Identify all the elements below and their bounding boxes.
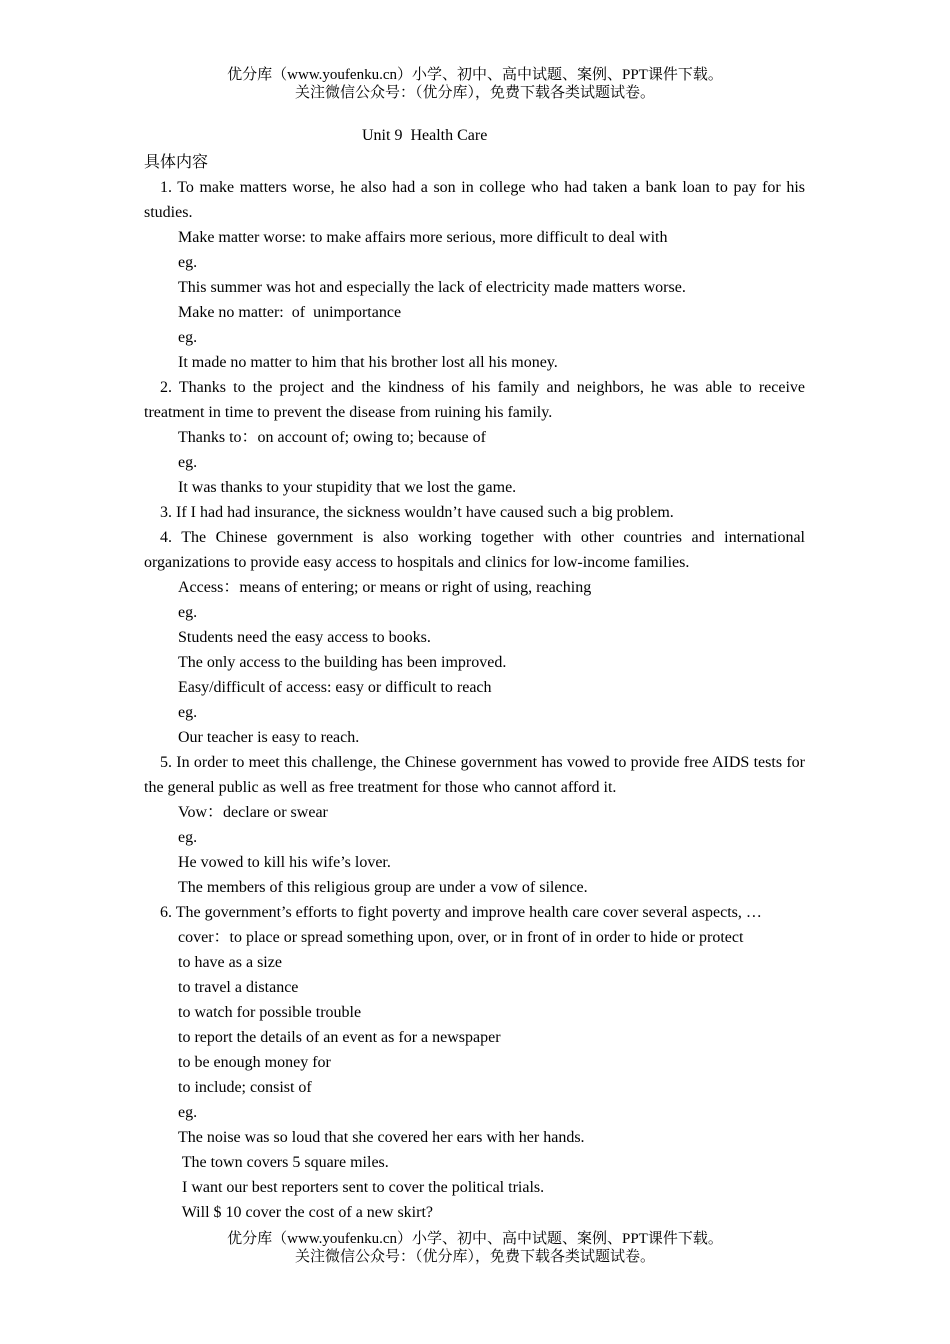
item-6: 6. The government’s efforts to fight poverty and improve health care cover several aspects, … [160, 904, 762, 921]
example-sentence: The noise was so loud that she covered her ears with her hands. [178, 1129, 585, 1146]
eg-label: eg. [178, 454, 198, 471]
definition: to include; consist of [178, 1079, 312, 1096]
header-line-1: 优分库（www.youfenku.cn）小学、初中、高中试题、案例、PPT课件下载。 [227, 67, 723, 83]
page-footer [0, 1230, 950, 1266]
example-sentence: It made no matter to him that his brother lost all his money. [178, 354, 558, 371]
example-sentence: Will $ 10 cover the cost of a new skirt? [178, 1204, 433, 1221]
item-3: 3. If I had had insurance, the sickness wouldn’t have caused such a big problem. [160, 504, 674, 521]
eg-label: eg. [178, 704, 198, 721]
example-sentence: The members of this religious group are under a vow of silence. [178, 879, 588, 896]
item-1: 1. To make matters worse, he also had a son in college who had taken a bank loan to pay for his studies. [144, 179, 805, 221]
section-heading: 具体内容 [144, 154, 209, 171]
definition: Make no matter: of unimportance [178, 304, 402, 321]
example-sentence: Our teacher is easy to reach. [178, 729, 360, 746]
eg-label: eg. [178, 329, 198, 346]
footer-line-2: 关注微信公众号：（优分库），免费下载各类试题试卷。 [294, 1249, 655, 1265]
definition: Make matter worse: to make affairs more serious, more difficult to deal with [178, 229, 668, 246]
footer-line-1: 优分库（www.youfenku.cn）小学、初中、高中试题、案例、PPT课件下载。 [227, 1231, 723, 1247]
eg-label: eg. [178, 829, 198, 846]
header-line-2: 关注微信公众号：（优分库），免费下载各类试题试卷。 [294, 85, 655, 101]
definition: cover：to place or spread something upon, over, or in front of in order to hide or protect [178, 929, 744, 946]
item-2: 2. Thanks to the project and the kindness of his family and neighbors, he was able to receive treatment in time to prevent the disease from ruining his family. [144, 379, 805, 421]
document-title: Unit 9 Health Care [362, 127, 488, 144]
definition: to have as a size [178, 954, 282, 971]
definition: Thanks to：on account of; owing to; because of [178, 429, 486, 446]
eg-label: eg. [178, 1104, 198, 1121]
example-sentence: Students need the easy access to books. [178, 629, 431, 646]
item-5: 5. In order to meet this challenge, the Chinese government has vowed to provide free AIDS tests for the general public as well as free treatment for those who cannot afford it. [144, 754, 805, 796]
definition: Easy/difficult of access: easy or difficult to reach [178, 679, 492, 696]
definition: Vow：declare or swear [178, 804, 328, 821]
example-sentence: The only access to the building has been improved. [178, 654, 507, 671]
item-4: 4. The Chinese government is also working together with other countries and international organizations to provide easy access to hospitals and clinics for low-income families. [144, 529, 805, 571]
example-sentence: He vowed to kill his wife’s lover. [178, 854, 391, 871]
page-header [0, 66, 950, 102]
definition: Access：means of entering; or means or right of using, reaching [178, 579, 592, 596]
document-body [144, 150, 805, 1225]
eg-label: eg. [178, 254, 198, 271]
example-sentence: I want our best reporters sent to cover the political trials. [178, 1179, 545, 1196]
example-sentence: It was thanks to your stupidity that we lost the game. [178, 479, 517, 496]
eg-label: eg. [178, 604, 198, 621]
example-sentence: The town covers 5 square miles. [178, 1154, 389, 1171]
definition: to be enough money for [178, 1054, 331, 1071]
example-sentence: This summer was hot and especially the lack of electricity made matters worse. [178, 279, 686, 296]
definition: to report the details of an event as for a newspaper [178, 1029, 501, 1046]
definition: to travel a distance [178, 979, 299, 996]
definition: to watch for possible trouble [178, 1004, 362, 1021]
